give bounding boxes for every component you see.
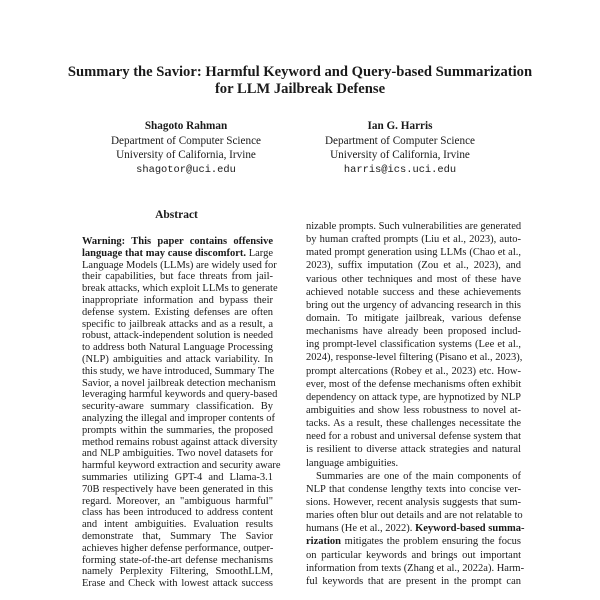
text-line: maries often blur out details and are not relatable to <box>306 510 523 522</box>
text-line: class has been introduced to address content <box>82 507 273 519</box>
text-line: defense system. Existing defenses are often <box>82 306 273 318</box>
text-line: mated prompt generation using LLMs (Chao et al., <box>306 247 521 259</box>
text-line <box>306 522 525 535</box>
text-line <box>82 236 273 248</box>
text-line: and NLP ambiguities. Two novel datasets for <box>82 448 273 460</box>
text-line: Savior, a novel jailbreak detection mechanism <box>82 377 276 389</box>
author-university: University of California, Irvine <box>116 149 256 162</box>
text-line: break attacks, which exploit LLMs to generate <box>82 283 278 295</box>
text-line <box>306 535 521 548</box>
abstract-heading: Abstract <box>155 209 198 221</box>
author-department: Department of Computer Science <box>324 134 476 147</box>
text-line: Summaries are one of the main components of <box>316 470 521 482</box>
text-line: language ambiguities. <box>306 457 399 469</box>
text-line: forming state-of-the-art defense mechanisms <box>82 554 273 566</box>
text-line: demonstrate that, Summary The Savior <box>82 530 273 542</box>
introduction-text <box>306 220 525 588</box>
text-line: robust, attack-independent solution is needed <box>82 330 273 342</box>
author-name: Ian G. Harris <box>367 120 433 132</box>
text-line: need for a robust and universal defense system that <box>306 431 521 443</box>
text-line: by human crafted prompts (Liu et al., 2023), auto- <box>306 234 521 246</box>
text-line: analyzing the illegal and improper contents of <box>82 412 276 424</box>
text-line: ing prompt-level classification systems (Lee et al., <box>306 339 521 351</box>
text-line: NLP that condense lengthy texts into concise ver- <box>306 483 521 495</box>
author-email: shagotor@uci.edu <box>136 163 236 176</box>
text-line: sions. However, recent analysis suggests that sum- <box>306 496 521 508</box>
text-line: ever, most of the defense mechanisms often exhibit <box>306 378 522 390</box>
text-line: (NLP) ambiguities and attack variability. In <box>82 353 273 365</box>
text-line: various other techniques and most of these have <box>306 273 521 285</box>
title-line-1: Summary the Savior: Harmful Keyword and Query-based Summarization <box>67 64 533 80</box>
text-line: mechanisms have already been proposed includ- <box>306 326 521 338</box>
text-line: information from texts (Zhang et al., 2022a). Harm- <box>306 562 525 574</box>
plain-text: Large <box>245 247 273 259</box>
text-line: namely Perplexity Filtering, SmoothLLM, <box>82 566 273 578</box>
text-line: 2023), suffix imputation (Zou et al., 2023), and <box>306 260 521 272</box>
author-email: harris@ics.uci.edu <box>343 163 457 176</box>
author-block-2 <box>300 119 500 177</box>
text-line: tacks. As a result, these challenges necessitate the <box>306 418 521 430</box>
text-line: summaries utilizing GPT-4 and Llama-3.1 <box>82 471 273 483</box>
text-line: 2024), response-level filtering (Pisano et al., 2023), <box>306 352 523 364</box>
bold-text: rization <box>306 536 341 548</box>
text-line <box>82 248 273 260</box>
bold-text: language that may cause discomfort. <box>82 247 246 259</box>
text-line: achieved notable success and these achievements <box>306 286 521 298</box>
title-line-2: for LLM Jailbreak Defense <box>214 81 386 97</box>
author-university: University of California, Irvine <box>330 149 470 162</box>
author-name: Shagoto Rahman <box>144 120 228 132</box>
text-line: Language Models (LLMs) are widely used for <box>82 259 277 271</box>
author-block-1 <box>86 119 286 177</box>
text-line: dependency on attack type, are hypnotized by NLP <box>306 391 521 403</box>
text-line: security-aware summary classification. By <box>82 401 273 413</box>
text-line: inappropriate information and bypass their <box>82 294 273 306</box>
bold-text: Keyword-based summa- <box>415 523 525 535</box>
paper-title <box>40 64 560 98</box>
text-line: specific to jailbreak attacks and as a result, a <box>82 318 273 330</box>
text-line: on particular keywords and brings out important <box>306 549 521 561</box>
text-line: achieves higher defense performance, outper- <box>82 542 274 554</box>
bold-text: Warning: This paper contains offensive <box>82 236 273 247</box>
text-line: domain. To mitigate jailbreak, various defense <box>306 312 521 324</box>
text-line: nizable prompts. Such vulnerabilities are generated <box>306 221 522 232</box>
text-line: 70B respectively have been generated in this <box>82 483 273 495</box>
text-line: ambiguities and show less robustness to novel at- <box>306 404 521 416</box>
text-line: this study, we have introduced, Summary The <box>82 365 275 377</box>
text-line: their capabilities, but face threats from jail- <box>82 271 273 283</box>
text-line: harmful keyword extraction and security aware <box>82 460 281 472</box>
text-line: Erase and Check with lowest attack success <box>82 578 273 590</box>
text-line: is resilient to diverse attack strategies and natural <box>306 444 521 456</box>
plain-text: mitigates the problem ensuring the focus <box>341 536 521 548</box>
text-line: leveraging harmful keywords and query-based <box>82 389 278 401</box>
text-line: bring out the urgency of advancing research in this <box>306 299 521 311</box>
text-line: method remains robust against attack diversity <box>82 436 278 448</box>
text-line: regard. Moreover, an "ambiguous harmful" <box>82 495 273 507</box>
text-line: prompts within the summaries, the proposed <box>82 424 273 436</box>
text-line: and intent ambiguities. Evaluation results <box>82 519 273 531</box>
text-line: ful keywords that are present in the prompt can <box>306 575 521 587</box>
text-line: to address both Natural Language Processing <box>82 342 273 354</box>
plain-text: humans (He et al., 2022). <box>306 523 416 535</box>
text-line: prompt altercations (Robey et al., 2023) etc. How- <box>306 365 521 377</box>
abstract-text <box>82 236 281 590</box>
author-department: Department of Computer Science <box>110 134 262 147</box>
